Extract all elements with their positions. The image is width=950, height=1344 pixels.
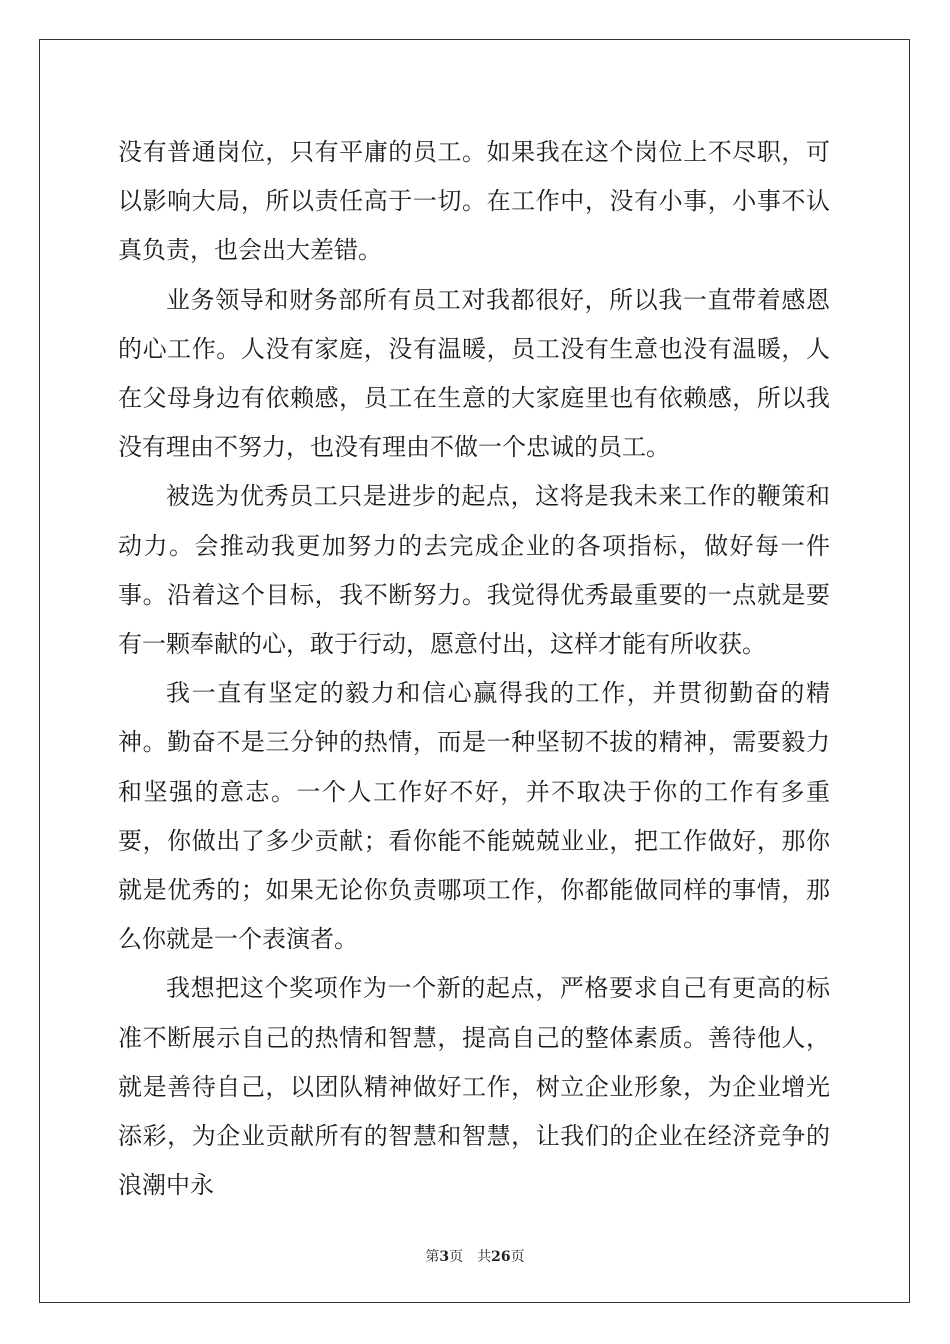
paragraph-4: 我一直有坚定的毅力和信心赢得我的工作，并贯彻勤奋的精神。勤奋不是三分钟的热情，而是一种坚韧不拔的精神，需要毅力和坚强的意志。一个人工作好不好，并不取决于你的工作有多重要，你做出了多少贡献；看你能不能兢兢业业，把工作做好，那你就是优秀的；如果无论你负责哪项工作，你都能做同样的事情，那么你就是一个表演者。: [118, 679, 830, 954]
paragraph-3: 被选为优秀员工只是进步的起点，这将是我未来工作的鞭策和动力。会推动我更加努力的去完成企业的各项指标，做好每一件事。沿着这个目标，我不断努力。我觉得优秀最重要的一点就是要有一颗奉献的心，敢于行动，愿意付出，这样才能有所收获。: [118, 482, 830, 659]
page-prefix: 第: [425, 1249, 440, 1265]
total-prefix: 共: [477, 1249, 492, 1265]
total-suffix: 页: [510, 1249, 525, 1265]
page-number-label: [425, 1249, 463, 1265]
paragraph-1: 没有普通岗位，只有平庸的员工。如果我在这个岗位上不尽职，可以影响大局，所以责任高于一切。在工作中，没有小事，小事不认真负责，也会出大差错。: [118, 138, 830, 265]
total-pages-label: [477, 1249, 524, 1265]
paragraph-5: 我想把这个奖项作为一个新的起点，严格要求自己有更高的标准不断展示自己的热情和智慧，提高自己的整体素质。善待他人，就是善待自己，以团队精神做好工作，树立企业形象，为企业增光添彩，为企业贡献所有的智慧和智慧，让我们的企业在经济竞争的浪潮中永: [118, 974, 830, 1200]
total-pages: 26: [491, 1249, 511, 1265]
paragraph-2: 业务领导和财务部所有员工对我都很好，所以我一直带着感恩的心工作。人没有家庭，没有温暖，员工没有生意也没有温暖，人在父母身边有依赖感，员工在生意的大家庭里也有依赖感，所以我没有理由不努力，也没有理由不做一个忠诚的员工。: [118, 285, 830, 462]
document-body: [118, 128, 830, 1210]
page-number: 3: [439, 1249, 450, 1265]
page-suffix: 页: [449, 1249, 464, 1265]
page-footer: [0, 1246, 950, 1266]
